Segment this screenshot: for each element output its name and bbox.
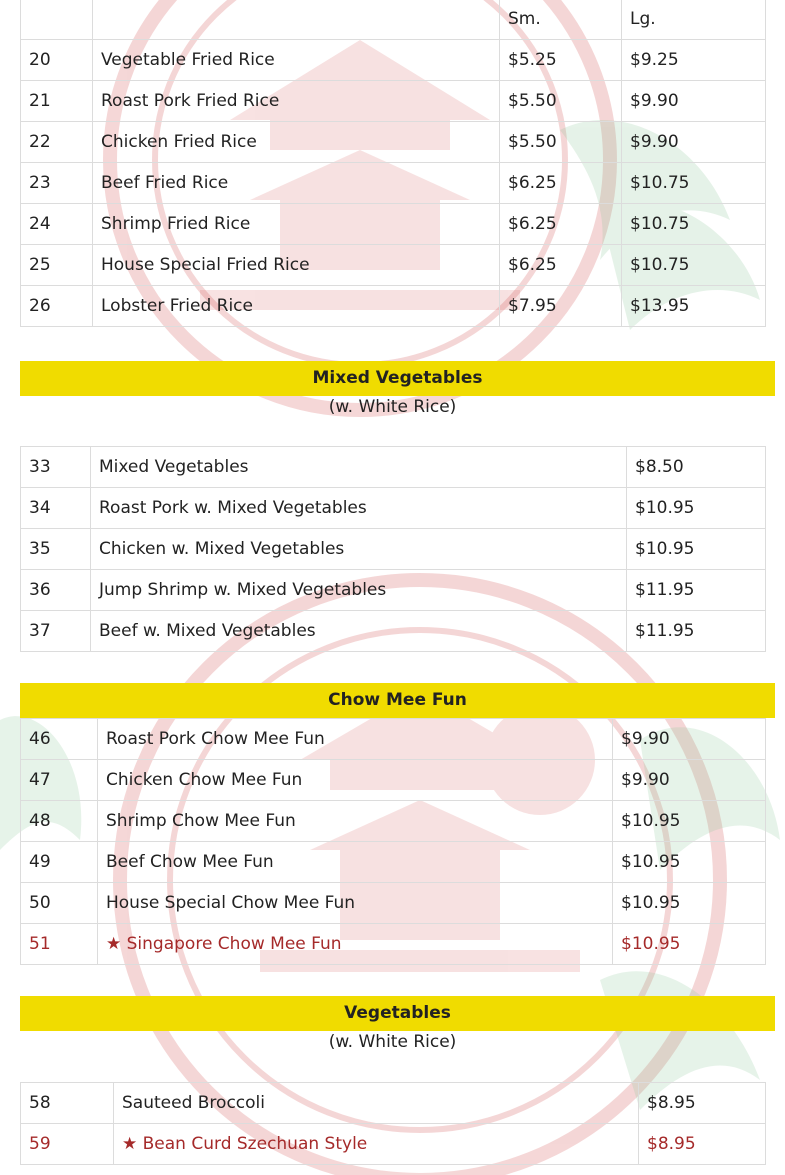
item-price-small: $6.25 (500, 163, 622, 204)
item-number: 37 (21, 611, 91, 652)
item-number: 20 (21, 40, 93, 81)
table-row-spicy (21, 924, 766, 965)
header-number-cell (21, 0, 93, 40)
table-row (21, 447, 766, 488)
section-subtitle-vegetables: (w. White Rice) (328, 1032, 457, 1052)
table-row (21, 529, 766, 570)
item-number: 36 (21, 570, 91, 611)
table-row (21, 163, 766, 204)
mixed-vegetables-table (20, 446, 766, 652)
item-number: 21 (21, 81, 93, 122)
item-name: Roast Pork Chow Mee Fun (98, 719, 613, 760)
chow-mee-fun-table (20, 718, 766, 965)
item-price: $10.95 (613, 801, 766, 842)
item-name: Vegetable Fried Rice (93, 40, 500, 81)
item-name: Chicken w. Mixed Vegetables (91, 529, 627, 570)
item-price: $11.95 (627, 570, 766, 611)
item-number: 25 (21, 245, 93, 286)
item-name: Beef Fried Rice (93, 163, 500, 204)
item-name: Sauteed Broccoli (114, 1083, 639, 1124)
item-number: 26 (21, 286, 93, 327)
item-price: $9.90 (613, 760, 766, 801)
item-price: $10.95 (627, 488, 766, 529)
item-price-large: $10.75 (622, 163, 766, 204)
item-price-small: $7.95 (500, 286, 622, 327)
item-name: Shrimp Fried Rice (93, 204, 500, 245)
item-price-small: $5.50 (500, 81, 622, 122)
item-price: $10.95 (613, 842, 766, 883)
item-number: 50 (21, 883, 98, 924)
item-price-large: $9.25 (622, 40, 766, 81)
table-row (21, 122, 766, 163)
section-title-vegetables: Vegetables (20, 996, 775, 1031)
item-price-large: $10.75 (622, 245, 766, 286)
item-name: House Special Fried Rice (93, 245, 500, 286)
table-row (21, 570, 766, 611)
item-name: House Special Chow Mee Fun (98, 883, 613, 924)
header-name-cell (93, 0, 500, 40)
item-price: $10.95 (613, 924, 766, 965)
table-row (21, 286, 766, 327)
item-number: 34 (21, 488, 91, 529)
fried-rice-table (20, 0, 766, 327)
table-row (21, 40, 766, 81)
item-number: 24 (21, 204, 93, 245)
item-name: ★ Bean Curd Szechuan Style (114, 1124, 639, 1165)
header-large-cell: Lg. (622, 0, 766, 40)
item-name: Chicken Fried Rice (93, 122, 500, 163)
item-number: 59 (21, 1124, 114, 1165)
item-name: ★ Singapore Chow Mee Fun (98, 924, 613, 965)
item-price-large: $13.95 (622, 286, 766, 327)
table-row (21, 801, 766, 842)
item-number: 48 (21, 801, 98, 842)
item-number: 22 (21, 122, 93, 163)
table-row (21, 883, 766, 924)
item-name: Chicken Chow Mee Fun (98, 760, 613, 801)
item-number: 23 (21, 163, 93, 204)
item-name: Beef Chow Mee Fun (98, 842, 613, 883)
table-row (21, 245, 766, 286)
item-price-large: $9.90 (622, 122, 766, 163)
item-price-small: $6.25 (500, 245, 622, 286)
item-number: 47 (21, 760, 98, 801)
table-row (21, 719, 766, 760)
vegetables-table (20, 1082, 766, 1165)
item-price-large: $10.75 (622, 204, 766, 245)
item-name: Roast Pork Fried Rice (93, 81, 500, 122)
item-number: 58 (21, 1083, 114, 1124)
item-name: Beef w. Mixed Vegetables (91, 611, 627, 652)
item-number: 35 (21, 529, 91, 570)
item-number: 46 (21, 719, 98, 760)
table-row (21, 842, 766, 883)
table-header-row (21, 0, 766, 40)
item-number: 49 (21, 842, 98, 883)
item-name: Mixed Vegetables (91, 447, 627, 488)
table-row (21, 760, 766, 801)
section-title-mixed-vegetables: Mixed Vegetables (20, 361, 775, 396)
table-row (21, 204, 766, 245)
item-name: Lobster Fried Rice (93, 286, 500, 327)
item-number: 33 (21, 447, 91, 488)
item-price: $10.95 (627, 529, 766, 570)
table-row (21, 81, 766, 122)
item-price-large: $9.90 (622, 81, 766, 122)
section-subtitle-mixed-vegetables: (w. White Rice) (328, 397, 457, 417)
item-name: Roast Pork w. Mixed Vegetables (91, 488, 627, 529)
item-price-small: $6.25 (500, 204, 622, 245)
item-name: Shrimp Chow Mee Fun (98, 801, 613, 842)
item-price: $8.95 (639, 1083, 766, 1124)
item-price: $10.95 (613, 883, 766, 924)
item-price: $11.95 (627, 611, 766, 652)
item-number: 51 (21, 924, 98, 965)
table-row (21, 488, 766, 529)
item-price: $9.90 (613, 719, 766, 760)
header-small-cell: Sm. (500, 0, 622, 40)
section-title-chow-mee-fun: Chow Mee Fun (20, 683, 775, 718)
table-row (21, 1083, 766, 1124)
table-row-spicy (21, 1124, 766, 1165)
item-price: $8.50 (627, 447, 766, 488)
item-name: Jump Shrimp w. Mixed Vegetables (91, 570, 627, 611)
table-row (21, 611, 766, 652)
item-price-small: $5.50 (500, 122, 622, 163)
item-price-small: $5.25 (500, 40, 622, 81)
item-price: $8.95 (639, 1124, 766, 1165)
